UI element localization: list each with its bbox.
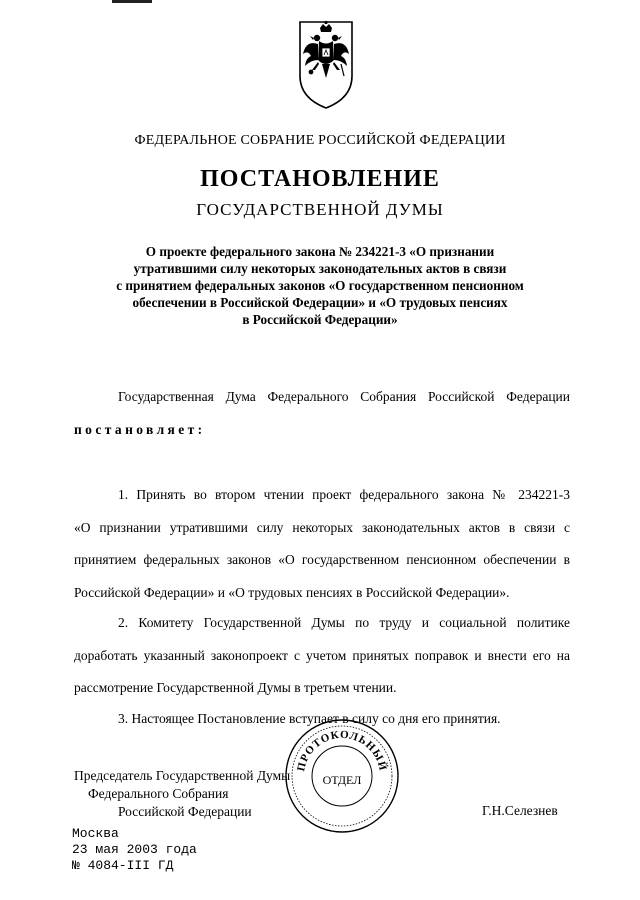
paragraph-line: 3. Настоящее Постановление вступает в силу со дня его принятия. bbox=[118, 711, 501, 726]
subject-line: с принятием федеральных законов «О государственном пенсионном bbox=[116, 278, 524, 293]
paragraph-line: «О признании утратившими силу некоторых законодательных актов в связи с bbox=[74, 519, 570, 535]
stamp-ring-text: ПРОТОКОЛЬНЫЙ bbox=[295, 728, 389, 773]
svg-text:ПРОТОКОЛЬНЫЙ bbox=[295, 729, 389, 773]
signatory-name: Г.Н.Селезнев bbox=[482, 803, 558, 818]
round-stamp-icon bbox=[282, 716, 402, 836]
footer-number: № 4084-III ГД bbox=[72, 858, 174, 873]
document-subtitle: ГОСУДАРСТВЕННОЙ ДУМЫ bbox=[196, 200, 444, 219]
document-title: ПОСТАНОВЛЕНИЕ bbox=[200, 166, 440, 192]
subject-line: обеспечении в Российской Федерации» и «О трудовых пенсиях bbox=[132, 295, 508, 310]
subject-line: О проекте федерального закона № 234221-3 «О признании bbox=[145, 244, 495, 259]
subject-line: в Российской Федерации» bbox=[242, 312, 398, 327]
paragraph-2 bbox=[74, 607, 570, 705]
paragraph-line: принятием федеральных законов «О государственном пенсионном обеспечении в bbox=[74, 552, 570, 567]
position-line: Федерального Собрания bbox=[88, 786, 229, 801]
signatory-position bbox=[74, 767, 290, 821]
document-footer bbox=[72, 826, 197, 874]
resolves-word: постановляет: bbox=[74, 422, 206, 437]
top-edge-mark bbox=[112, 0, 152, 3]
position-line: Председатель Государственной Думы bbox=[74, 768, 291, 783]
footer-date: 23 мая 2003 года bbox=[72, 842, 197, 857]
paragraph-line: рассмотрение Государственной Думы в третьем чтении. bbox=[74, 680, 397, 695]
organization-name: ФЕДЕРАЛЬНОЕ СОБРАНИЕ РОССИЙСКОЙ ФЕДЕРАЦИИ bbox=[134, 133, 506, 148]
footer-city: Москва bbox=[72, 826, 119, 841]
paragraph-line: доработать указанный законопроект с учетом принятых поправок и внести его на bbox=[74, 647, 570, 663]
intro-text: Государственная Дума Федерального Собрания Российской Федерации bbox=[118, 389, 570, 404]
paragraph-line: 1. Принять во втором чтении проект федерального закона № 234221-3 bbox=[118, 487, 570, 502]
stamp-center-text: ОТДЕЛ bbox=[322, 773, 362, 787]
subject-line: утратившими силу некоторых законодательных актов в связи bbox=[133, 261, 507, 276]
russian-coat-of-arms-icon bbox=[296, 14, 356, 110]
paragraph-line: Российской Федерации» и «О трудовых пенсиях в Российской Федерации». bbox=[74, 584, 510, 600]
position-line: Российской Федерации bbox=[118, 804, 252, 819]
resolution-subject bbox=[80, 243, 560, 328]
paragraph-1 bbox=[74, 479, 570, 609]
paragraph-line: 2. Комитету Государственной Думы по труду и социальной политике bbox=[118, 615, 570, 630]
